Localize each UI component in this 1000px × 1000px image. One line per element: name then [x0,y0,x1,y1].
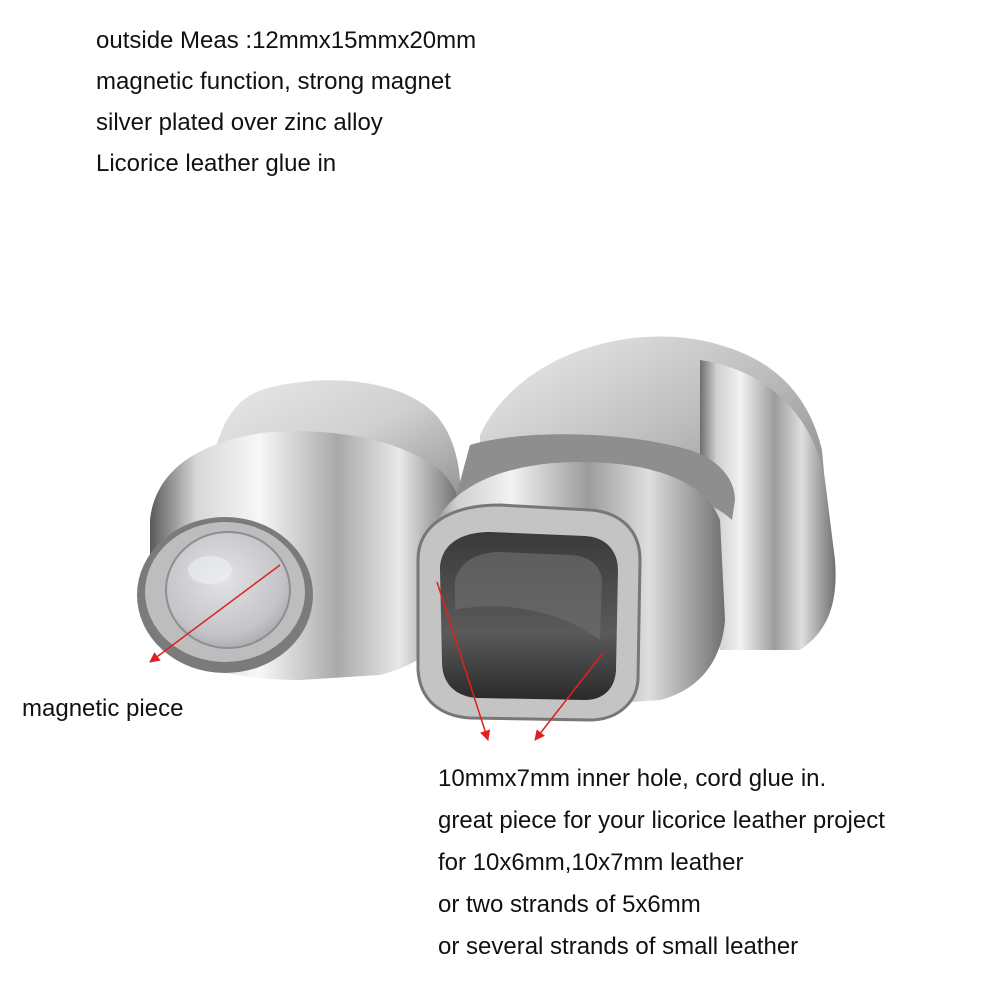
spec-leather-size: for 10x6mm,10x7mm leather [438,849,744,876]
top-specs [96,20,696,184]
spec-two-strands: or two strands of 5x6mm [438,891,701,918]
spec-project: great piece for your licorice leather project [438,807,885,834]
magnetic-piece-label: magnetic piece [22,695,184,722]
spec-inner-hole: 10mmx7mm inner hole, cord glue in. [438,765,827,792]
spec-glue-in: Licorice leather glue in [96,150,337,177]
spec-material: silver plated over zinc alloy [96,109,383,136]
spec-magnetic-function: magnetic function, strong magnet [96,68,451,95]
spec-several-strands: or several strands of small leather [438,933,799,960]
spec-outside-measurement: outside Meas :12mmx15mmx20mm [96,27,477,54]
cord-end-piece [418,336,836,720]
bottom-specs [438,758,998,968]
